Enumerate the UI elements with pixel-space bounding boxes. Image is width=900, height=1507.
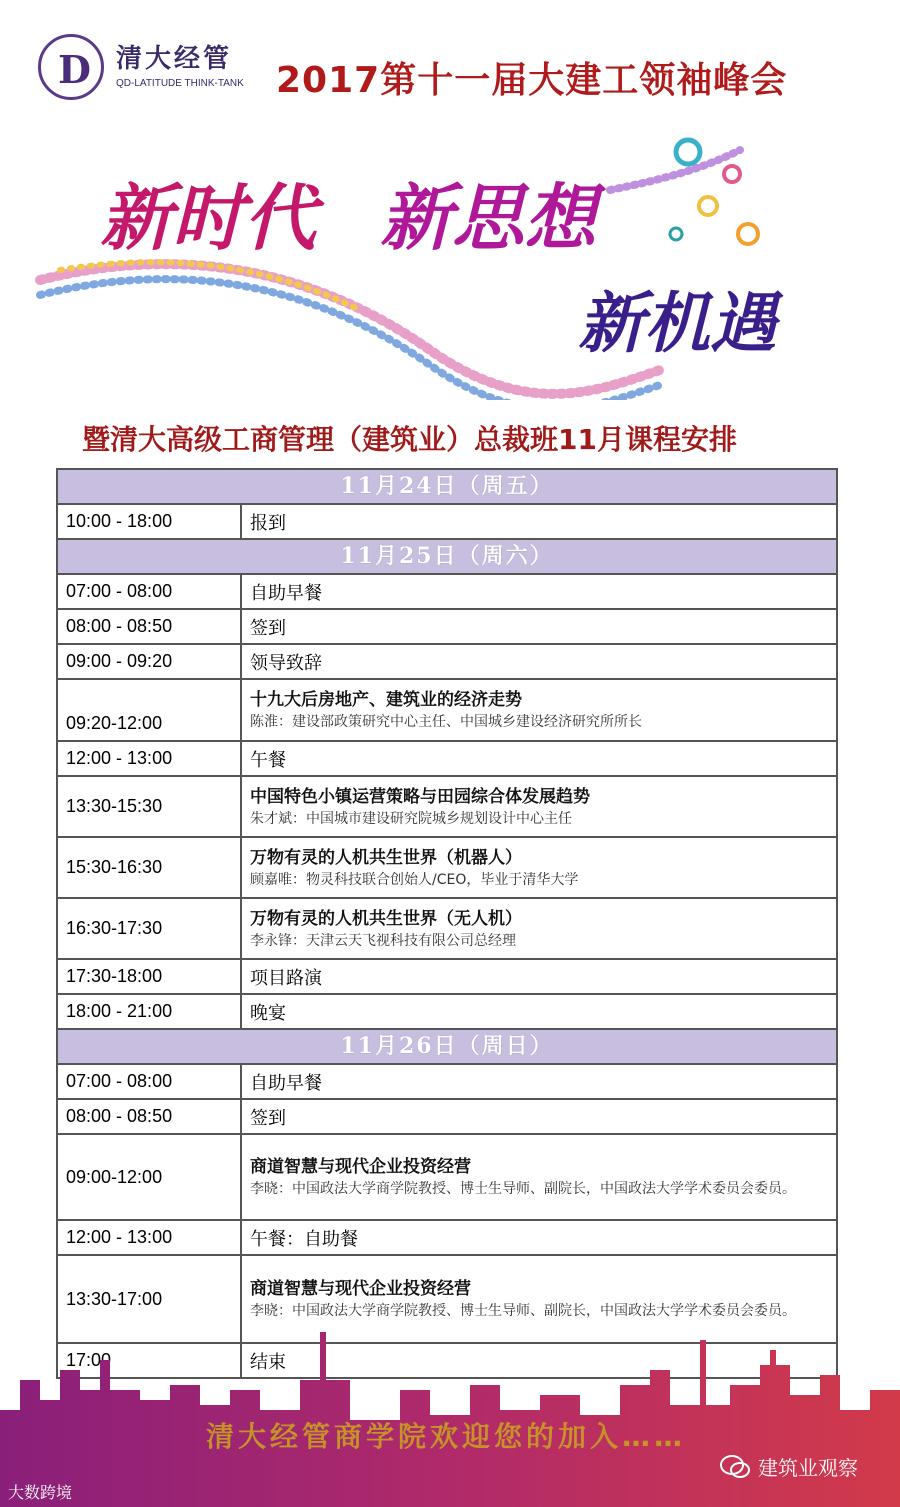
- table-row: [58, 777, 836, 838]
- time-cell: 17:00: [58, 1344, 242, 1377]
- time-cell: 17:30-18:00: [58, 960, 242, 993]
- session-title: 万物有灵的人机共生世界（机器人）: [250, 847, 522, 868]
- wechat-icon: [720, 1455, 750, 1479]
- table-row: [58, 1100, 836, 1135]
- time-cell: 15:30-16:30: [58, 838, 242, 897]
- time-cell: 13:30-15:30: [58, 777, 242, 836]
- activity-cell: 报到: [250, 512, 286, 534]
- day-header: 11月26日（周日）: [58, 1030, 836, 1065]
- table-row: [58, 505, 836, 540]
- activity-cell: 签到: [250, 1107, 286, 1129]
- speaker-info: 朱才斌：中国城市建设研究院城乡规划设计中心主任: [250, 810, 572, 827]
- table-row: [58, 742, 836, 777]
- watermark-right: [720, 1452, 858, 1481]
- speaker-info: 李晓：中国政法大学商学院教授、博士生导师、副院长，中国政法大学学术委员会委员。: [250, 1303, 796, 1319]
- activity-cell: 项目路演: [250, 967, 322, 989]
- activity-cell: 自助早餐: [250, 1072, 322, 1094]
- time-cell: 13:30-17:00: [58, 1256, 242, 1342]
- table-row: [58, 575, 836, 610]
- activity-cell: 结束: [250, 1351, 286, 1373]
- activity-cell: 自助早餐: [250, 582, 322, 604]
- time-cell: 16:30-17:30: [58, 899, 242, 958]
- page-title: 2017第十一届大建工领袖峰会: [276, 60, 788, 101]
- speaker-info: 李永锋：天津云天飞视科技有限公司总经理: [250, 932, 516, 949]
- day-header: 11月24日（周五）: [58, 470, 836, 505]
- activity-cell: 午餐: [250, 749, 286, 771]
- speaker-info: 顾嘉唯：物灵科技联合创始人/CEO，毕业于清华大学: [250, 871, 579, 888]
- slogan-banner: [0, 130, 900, 400]
- activity-cell: 签到: [250, 617, 286, 639]
- logo: [38, 32, 244, 102]
- slogan-new-opportunity: 新机遇: [578, 284, 776, 362]
- activity-cell: 领导致辞: [250, 652, 322, 674]
- table-row: [58, 960, 836, 995]
- welcome-footer: 清大经管商学院欢迎您的加入……: [206, 1420, 687, 1453]
- table-row: [58, 610, 836, 645]
- session-title: 商道智慧与现代企业投资经营: [250, 1157, 471, 1177]
- speaker-info: 陈淮：建设部政策研究中心主任、中国城乡建设经济研究所所长: [250, 714, 642, 730]
- logo-mark: D: [58, 47, 91, 92]
- slogan-new-era: 新时代: [100, 175, 317, 260]
- schedule-table: [56, 468, 838, 1379]
- table-row: [58, 1135, 836, 1221]
- table-row: [58, 899, 836, 960]
- table-row: [58, 995, 836, 1030]
- time-cell: 09:00-12:00: [58, 1135, 242, 1219]
- table-row: [58, 838, 836, 899]
- time-cell: 07:00 - 08:00: [58, 1065, 242, 1098]
- session-title: 中国特色小镇运营策略与田园综合体发展趋势: [250, 786, 590, 807]
- watermark-left: 大数跨境: [8, 1483, 73, 1502]
- session-title: 十九大后房地产、建筑业的经济走势: [250, 690, 522, 710]
- session-title: 商道智慧与现代企业投资经营: [250, 1279, 471, 1299]
- time-cell: 18:00 - 21:00: [58, 995, 242, 1028]
- day-header: 11月25日（周六）: [58, 540, 836, 575]
- activity-cell: 晚宴: [250, 1002, 286, 1024]
- table-row: [58, 1221, 836, 1256]
- activity-cell: 午餐：自助餐: [250, 1228, 358, 1250]
- table-row: [58, 1065, 836, 1100]
- time-cell: 10:00 - 18:00: [58, 505, 242, 538]
- time-cell: 09:20-12:00: [58, 680, 242, 740]
- speaker-info: 李晓：中国政法大学商学院教授、博士生导师、副院长，中国政法大学学术委员会委员。: [250, 1181, 796, 1197]
- schedule-subtitle: 暨清大高级工商管理（建筑业）总裁班11月课程安排: [82, 423, 737, 456]
- time-cell: 12:00 - 13:00: [58, 1221, 242, 1254]
- logo-english-name: QD-LATITUDE THINK-TANK: [116, 78, 244, 89]
- time-cell: 08:00 - 08:50: [58, 610, 242, 643]
- time-cell: 07:00 - 08:00: [58, 575, 242, 608]
- slogan-new-thought: 新思想: [380, 175, 597, 260]
- session-title: 万物有灵的人机共生世界（无人机）: [250, 908, 522, 929]
- time-cell: 08:00 - 08:50: [58, 1100, 242, 1133]
- watermark-account-name: 建筑业观察: [758, 1456, 858, 1480]
- logo-emblem-icon: [38, 34, 104, 100]
- time-cell: 12:00 - 13:00: [58, 742, 242, 775]
- table-row: [58, 680, 836, 742]
- time-cell: 09:00 - 09:20: [58, 645, 242, 678]
- table-row: [58, 645, 836, 680]
- logo-chinese-name: 清大经管: [116, 44, 233, 74]
